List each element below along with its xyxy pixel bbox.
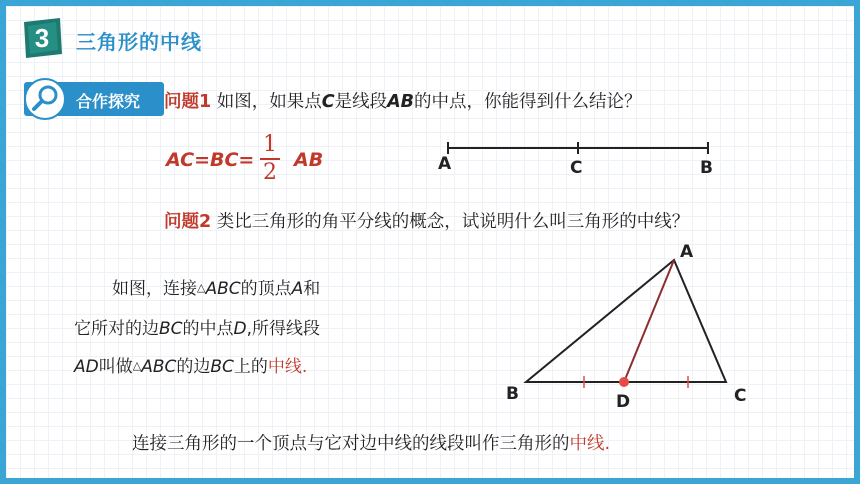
triangle-symbol: △	[132, 359, 142, 372]
equation-rhs: AB	[294, 149, 324, 171]
question-1-text-a: 如图，如果点	[211, 92, 322, 112]
fraction-numerator: 1	[263, 132, 277, 157]
question-1-text-b: 是线段	[334, 92, 388, 112]
midpoint-d	[619, 377, 629, 387]
question-1-label: 问题1	[164, 92, 212, 112]
question-1	[164, 88, 641, 113]
section-number-badge	[20, 16, 64, 60]
segment-label-c: C	[570, 158, 583, 178]
question-2-label: 问题2	[164, 212, 212, 232]
section-title: 三角形的中线	[76, 30, 202, 54]
equation-fraction	[258, 133, 282, 185]
question-2	[164, 208, 689, 233]
vertex-label-a: A	[680, 242, 694, 262]
explore-label: 合作探究	[76, 92, 141, 111]
vertex-label-b: B	[506, 384, 519, 404]
vertex-label-d: D	[616, 392, 631, 412]
equation-lhs: AC=BC=	[166, 149, 255, 171]
definition-line-3: AD叫做△ABC的边BC上的中线.	[74, 357, 308, 377]
vertex-label-c: C	[734, 386, 747, 406]
conclusion-text: 连接三角形的一个顶点与它对边中线的线段叫作三角形的	[132, 434, 570, 454]
section-number: 3	[34, 23, 50, 53]
term-median: 中线.	[267, 357, 308, 377]
definition-line-2: 它所对的边BC的中点D,所得线段	[74, 319, 321, 339]
magnifier-icon	[24, 78, 66, 120]
question-1-text-c: 的中点，你能得到什么结论？	[413, 92, 642, 112]
explore-tag	[24, 82, 164, 116]
slide	[6, 6, 854, 478]
segment-label-a: A	[438, 154, 452, 174]
triangle-figure	[506, 242, 746, 402]
conclusion	[132, 430, 610, 455]
median-ad	[624, 260, 674, 382]
question-1-segment: AB	[387, 92, 414, 112]
segment-label-b: B	[700, 158, 713, 178]
definition-line-1: 如图，连接△ABC的顶点A和	[112, 279, 321, 299]
conclusion-term: 中线.	[569, 434, 611, 454]
question-1-point: C	[321, 92, 335, 112]
triangle-symbol: △	[197, 281, 206, 294]
triangle-abc	[526, 260, 726, 382]
fraction-denominator: 2	[263, 160, 277, 185]
question-2-text: 类比三角形的角平分线的概念，试说明什么叫三角形的中线？	[211, 212, 690, 232]
